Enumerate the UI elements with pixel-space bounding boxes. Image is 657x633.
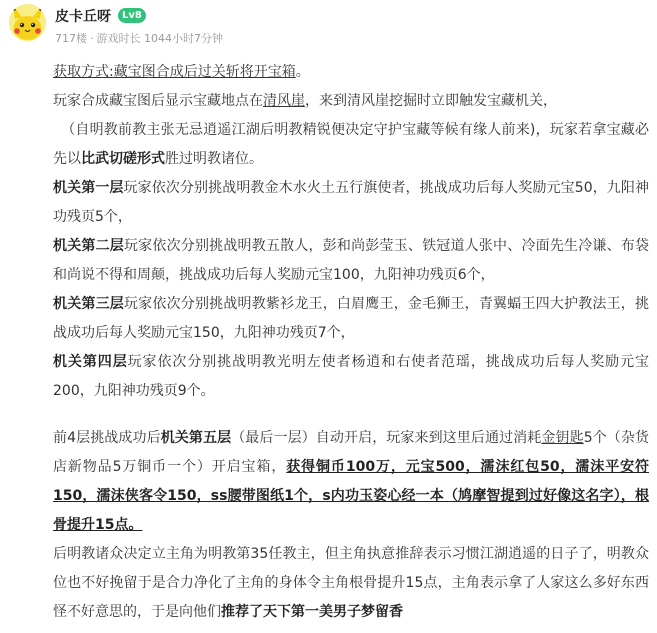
level-2-title: 机关第二层: [53, 238, 124, 254]
golden-key: 金钥匙: [541, 430, 584, 446]
acquire-method: 藏宝图合成后过关斩将开宝箱: [113, 64, 296, 80]
level-5-intro: 前4层挑战成功后: [53, 430, 161, 446]
paragraph-level-4: [53, 348, 649, 406]
intro-text: 玩家合成藏宝图后显示宝藏地点在: [53, 93, 263, 109]
game-time: 游戏时长 1044小时7分钟: [96, 32, 223, 45]
level-5-text: （最后一层）自动开启，玩家来到这里后通过消耗: [231, 430, 542, 446]
level-3-text: 玩家依次分别挑战明教紫衫龙王，白眉鹰王，金毛狮王，青翼蝠王四大护教法王，挑战成功后每人奖励元宝150，九阳神功残页7个，: [53, 296, 650, 341]
duel-form: 比武切磋形式: [81, 151, 165, 167]
level-3-title: 机关第三层: [53, 296, 124, 312]
level-5-rewards: 获得铜币100万，元宝500，濡沫红包50，濡沫平安符150，濡沫侠客令150，ss腰带图纸1个，s内功玉姿心经一本（鸠摩智提到过好像这名字），根骨提升15点。: [53, 459, 649, 533]
paragraph-level-2: [53, 232, 649, 290]
level-1-text: 玩家依次分别挑战明教金木水火土五行旗使者，挑战成功后每人奖励元宝50，九阳神功残页5个，: [53, 180, 650, 225]
level-5-text-2: 5个（杂货店新物品5万铜币一个）开启宝箱，: [53, 430, 649, 475]
paragraph-level-3: [53, 290, 649, 348]
meta-separator: ·: [90, 32, 94, 45]
paragraph-intro: [53, 87, 649, 116]
level-4-text: 玩家依次分别挑战明教光明左使者杨逍和右使者范瑶，挑战成功后每人奖励元宝200，九阳神功残页9个。: [53, 354, 650, 399]
floor-number: 717楼: [55, 32, 87, 45]
username[interactable]: 皮卡丘呀: [55, 9, 111, 25]
pikachu-icon: [9, 4, 46, 41]
mingjiao-text-end: 胜过明教诸位。: [165, 151, 263, 167]
level-badge: Lv8: [118, 8, 146, 23]
post-meta: [55, 30, 223, 46]
paragraph-acquire: [53, 58, 649, 87]
level-2-text: 玩家依次分别挑战明教五散人，彭和尚彭莹玉、铁冠道人张中、冷面先生冷谦、布袋和尚说不得和周颠，挑战成功后每人奖励元宝100，九阳神功残页6个，: [53, 238, 650, 283]
location-qingfengya: 清风崖: [263, 93, 305, 109]
level-4-title: 机关第四层: [53, 354, 128, 370]
ending-text: 后明教诸众决定立主角为明教第35任教主，但主角执意推辞表示习惯江湖逍遥的日子了，明教众位也不好挽留于是合力净化了主角的身体令主角根骨提升15点，主角表示拿了人家这么多好东西怪不好意思的，于是向他们: [53, 546, 649, 620]
mingjiao-text: （自明教前教主张无忌逍遥江湖后明教精锐便决定守护宝藏等候有缘人前来)，玩家若拿宝藏必先以: [53, 122, 649, 167]
ending-highlight: 推荐了天下第一美男子梦留香: [221, 604, 403, 620]
period: 。: [295, 64, 310, 80]
level-5-title: 机关第五层: [160, 430, 232, 446]
level-1-title: 机关第一层: [53, 180, 124, 196]
paragraph-mingjiao: [53, 116, 649, 174]
post-header: [0, 0, 657, 52]
post-content: [53, 58, 649, 627]
paragraph-level-1: [53, 174, 649, 232]
intro-text-end: ，来到清风崖挖掘时立即触发宝藏机关，: [305, 93, 557, 109]
paragraph-level-5: [53, 424, 649, 540]
paragraph-ending: [53, 540, 649, 627]
acquire-label: 获取方式:: [53, 64, 114, 80]
user-avatar[interactable]: [9, 4, 46, 41]
